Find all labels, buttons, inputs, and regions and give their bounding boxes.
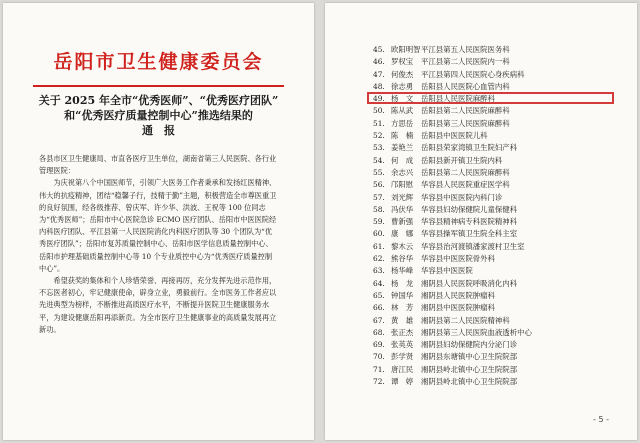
award-list — [373, 44, 627, 388]
list-item-num: 69. — [373, 340, 385, 350]
list-item-org: 华容县中医医院骨外科 — [421, 254, 495, 264]
list-item-num: 54. — [373, 155, 385, 165]
list-item-org: 岳阳县荣家湾镇卫生院妇产科 — [421, 143, 518, 153]
list-item-num: 61. — [373, 241, 385, 251]
right-page — [325, 3, 637, 440]
list-item — [373, 179, 627, 191]
red-divider — [33, 85, 284, 87]
list-item-org: 岳阳县人民医院心血管内科 — [421, 81, 510, 91]
list-item — [373, 351, 627, 363]
list-item-num: 46. — [373, 57, 385, 67]
list-item — [373, 290, 627, 302]
list-item-name: 杨华峰 — [391, 266, 414, 276]
list-item-num: 60. — [373, 229, 385, 239]
list-item-org: 湘阴县妇幼保健院内分泌门诊 — [421, 340, 518, 350]
list-item-num: 56. — [373, 180, 385, 190]
list-item-name: 邝阳慰 — [391, 180, 414, 190]
list-item-name: 黄 雄 — [391, 315, 414, 325]
list-item — [373, 44, 627, 56]
list-item — [373, 327, 627, 339]
list-item — [373, 302, 627, 314]
list-item-name: 徐志勇 — [391, 81, 414, 91]
list-item-name: 罗权宝 — [391, 57, 414, 67]
list-item-name: 陈 楠 — [391, 131, 414, 141]
list-item-org: 岳阳县中医医院儿科 — [421, 131, 488, 141]
list-item-org: 湘阴县第二人民医院精神科 — [421, 315, 510, 325]
list-item-name: 杨 龙 — [391, 278, 414, 288]
page-number: - 5 - — [593, 415, 609, 424]
list-item — [373, 130, 627, 142]
list-item-num: 66. — [373, 303, 385, 313]
list-item-org: 平江县第二人民医院内一科 — [421, 57, 510, 67]
list-item — [373, 339, 627, 351]
list-item — [373, 118, 627, 130]
list-item — [373, 278, 627, 290]
list-item-name: 方思岳 — [391, 118, 414, 128]
list-item — [373, 204, 627, 216]
list-item-num: 48. — [373, 81, 385, 91]
list-item-name: 刘光辉 — [391, 192, 414, 202]
list-item-num: 51. — [373, 118, 385, 128]
list-item-name: 余志兴 — [391, 167, 414, 177]
list-item-highlighted — [373, 93, 627, 105]
list-item-num: 47. — [373, 69, 385, 79]
list-item-num: 58. — [373, 204, 385, 214]
list-item — [373, 376, 627, 388]
list-item-name: 何 成 — [391, 155, 414, 165]
list-item — [373, 315, 627, 327]
list-item — [373, 228, 627, 240]
list-item — [373, 56, 627, 68]
list-item — [373, 265, 627, 277]
list-item-name: 谭 婷 — [391, 377, 414, 387]
list-item — [373, 192, 627, 204]
list-item-name: 何俊杰 — [391, 69, 414, 79]
list-item-name: 张正杰 — [391, 327, 414, 337]
list-item-num: 50. — [373, 106, 385, 116]
list-item-org: 岳阳县第二人民医院麻醉科 — [421, 106, 510, 116]
list-item-num: 62. — [373, 254, 385, 264]
list-item-num: 71. — [373, 364, 385, 374]
list-item-name: 张英英 — [391, 340, 414, 350]
list-item-org: 湘阴县人民医院呼吸消化内科 — [421, 278, 518, 288]
list-item — [373, 364, 627, 376]
notice-title-line: 和“优秀医疗质量控制中心”推选结果的 — [64, 109, 253, 122]
list-item-org: 华容县精神病专科医院精神科 — [421, 217, 518, 227]
list-item-org: 湘阴县东塘镇中心卫生院院部 — [421, 352, 518, 362]
list-item-num: 57. — [373, 192, 385, 202]
list-item-org: 平江县第四人民医院心身疾病科 — [421, 69, 525, 79]
list-item — [373, 241, 627, 253]
list-item-name: 黎木云 — [391, 241, 414, 251]
list-item-name: 彭学贤 — [391, 352, 414, 362]
list-item-org: 岳阳县第三人民医院麻醉科 — [421, 118, 510, 128]
recipients: 各县市区卫生健康局、市直各医疗卫生单位，湖南省第三人民医院、各行业管理医院： — [39, 154, 277, 176]
list-item-num: 55. — [373, 167, 385, 177]
body-paragraph: 为庆祝第八个中国医师节，引领广大医务工作者秉承和发扬红医精神、伟大的抗疫精神，团结“稳馨子行，技精于勤”主题，积极营造全市尊医重卫的良好氛围，经各级推荐、曾庆军、许少华、洪波、王祝等 100 位同志为“优秀医师”；岳阳市中心医院急诊 ECMO 医疗团队、岳阳市中医医院经内科医疗团队、平江县第一人民医院消化内科医疗团队等 30 个团队为“优秀医疗团队”；岳阳市复苏质量控制中心、岳阳市医学信息质量控制中心、岳阳市护理基础质量控制中心等 10 个专业质控中心为“优秀医疗质量控制中心”。 — [39, 178, 277, 273]
list-item — [373, 155, 627, 167]
body-paragraph: 希望获奖的集体和个人珍惜荣誉、再接再厉，充分发挥先进示范作用，不忘医者初心，牢记健康使命，辟身立业，勇毅前行。全市医务工作者应以先进典型为榜样，不断推进高质医疗水平，不断提升医院卫生健康服务水平，为建设健康岳阳再添新贡。为全市医疗卫生健康事业的高质量发展再立新功。 — [39, 276, 277, 334]
list-item-num: 63. — [373, 266, 385, 276]
list-item-org: 湘阴县岭北镇中心卫生院院部 — [421, 377, 518, 387]
list-item-name: 姜艳兰 — [391, 143, 414, 153]
list-item — [373, 142, 627, 154]
list-item-org: 湘阴县岭北镇中心卫生院院部 — [421, 364, 518, 374]
list-item — [373, 167, 627, 179]
left-page — [3, 3, 314, 440]
list-item-name: 钟国华 — [391, 290, 414, 300]
list-item — [373, 253, 627, 265]
list-item-num: 45. — [373, 45, 385, 54]
list-item-org: 华容县治河渡镇潘家渡村卫生室 — [421, 241, 525, 251]
list-item-num: 49. — [373, 94, 385, 104]
list-item-name: 杨 文 — [391, 94, 414, 104]
list-item-name: 陈从武 — [391, 106, 414, 116]
list-item-org: 湘阴县第三人民医院血液透析中心 — [421, 327, 532, 337]
list-item-org: 湘阴县人民医院肿瘤科 — [421, 290, 495, 300]
list-item-org: 岳阳县第二人民医院麻醉科 — [421, 167, 510, 177]
list-item-name: 林 芳 — [391, 303, 414, 313]
list-item-num: 67. — [373, 315, 385, 325]
list-item — [373, 216, 627, 228]
list-item-org: 华容县中医医院 — [421, 266, 473, 276]
list-item-name: 唐江民 — [391, 364, 414, 374]
list-item-num: 68. — [373, 327, 385, 337]
list-item-org: 华容县中医医院内科门诊 — [421, 192, 503, 202]
list-item-org: 华容县人民医院重症医学科 — [421, 180, 510, 190]
list-item-org: 岳阳县新开镇卫生院内科 — [421, 155, 503, 165]
org-title: 岳阳市卫生健康委员会 — [53, 51, 264, 73]
list-item-num: 72. — [373, 377, 385, 387]
list-item-name: 欧阳明智 — [391, 45, 421, 54]
list-item-org: 岳阳县人民医院麻醉科 — [421, 94, 495, 104]
list-item-num: 53. — [373, 143, 385, 153]
list-item — [373, 105, 627, 117]
list-item-name: 熊谷华 — [391, 254, 414, 264]
list-item-num: 64. — [373, 278, 385, 288]
notice-title-line: 关于 2025 年全市“优秀医师”、“优秀医疗团队” — [38, 94, 279, 107]
list-item-num: 70. — [373, 352, 385, 362]
list-item-num: 52. — [373, 131, 385, 141]
list-item-num: 59. — [373, 217, 385, 227]
list-item-org: 华容县妇幼保健院儿童保健科 — [421, 204, 518, 214]
list-item — [373, 69, 627, 81]
list-item-org: 平江县第五人民医院医务科 — [421, 45, 510, 54]
notice-body — [39, 153, 278, 336]
list-item-name: 冯伏华 — [391, 204, 414, 214]
notice-title — [17, 93, 300, 138]
list-item-name: 康 娜 — [391, 229, 414, 239]
list-item-num: 65. — [373, 290, 385, 300]
list-item-org: 湘阴县中医医院肿瘤科 — [421, 303, 495, 313]
list-item-name: 曹新强 — [391, 217, 414, 227]
list-item-org: 华容县操军镇卫生院全科主室 — [421, 229, 518, 239]
notice-title-line: 通 报 — [142, 124, 175, 137]
